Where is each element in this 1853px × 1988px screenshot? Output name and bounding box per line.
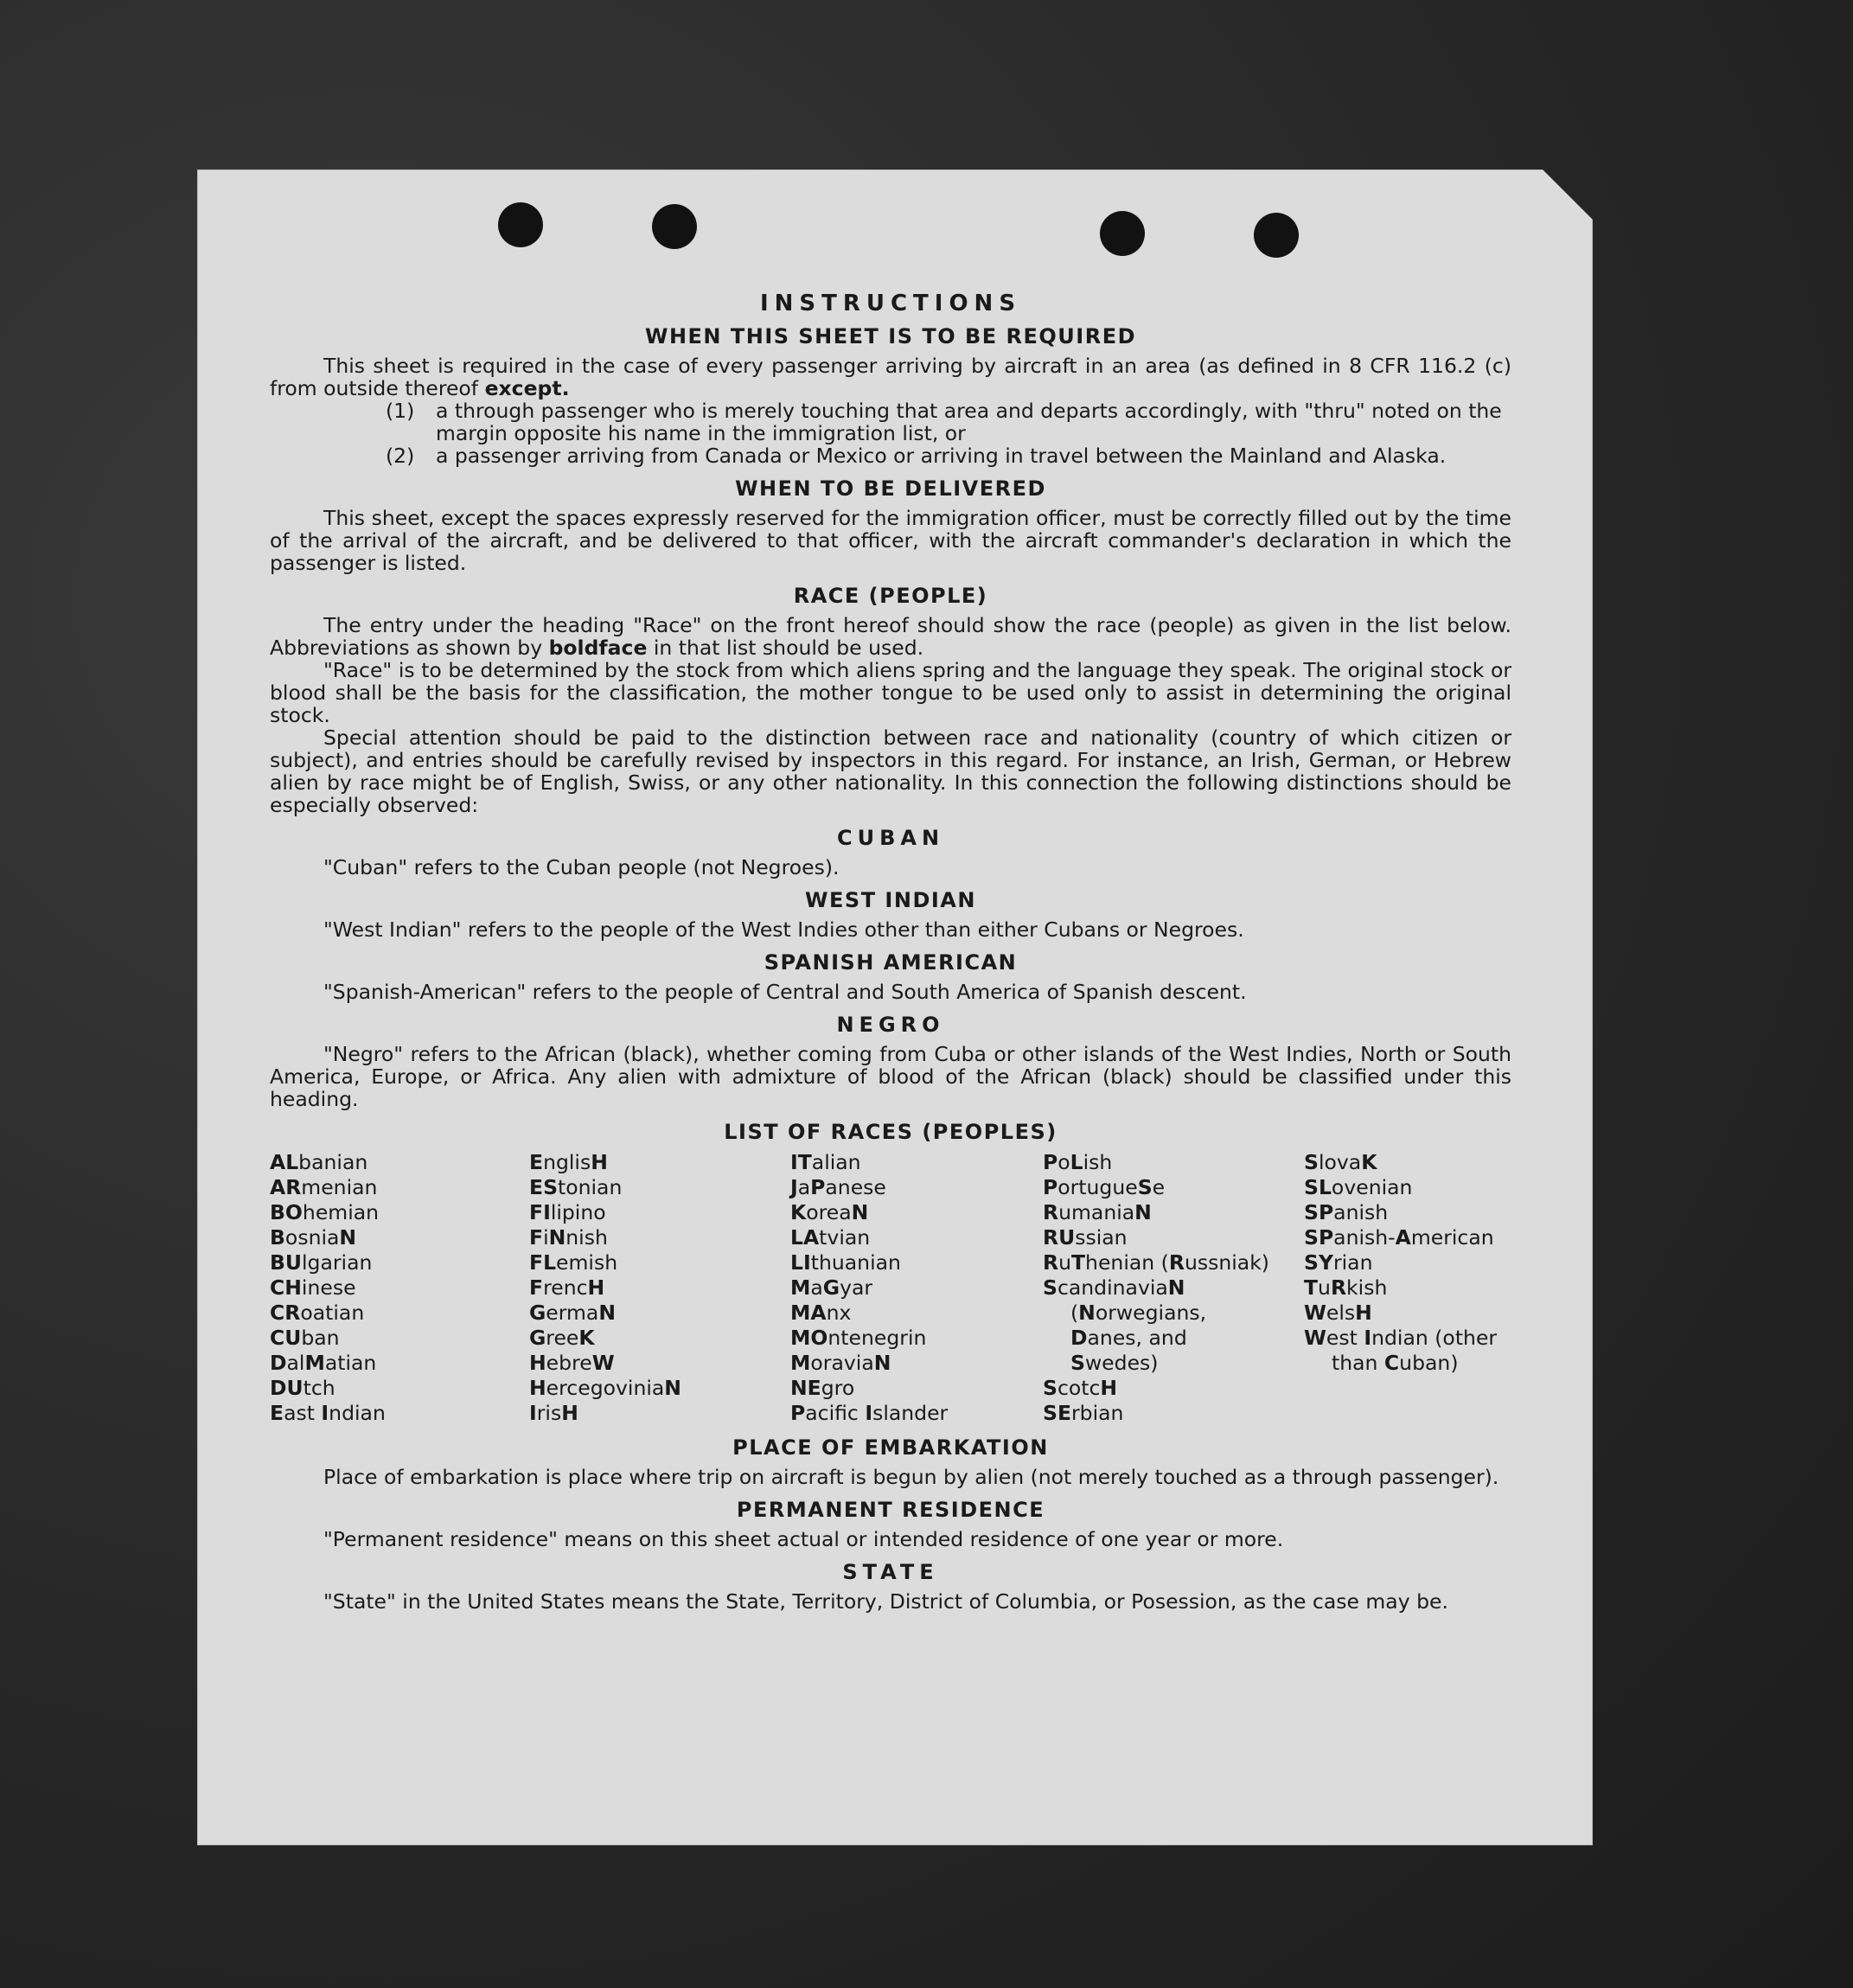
race-entry: Pacifc Islander [790, 1401, 949, 1425]
west-indian-text: "West Indian" refers to the people of the West Indies other than either Cubans or Negroes. [323, 917, 1244, 942]
race-entry: FIlipino [529, 1200, 606, 1224]
race-entry: DUtch [270, 1376, 335, 1400]
race-entry: DalMatian [270, 1351, 377, 1375]
exception-item: (1) a through passenger who is merely touching that area and departs accordingly, with "thru" noted on the margin opposite his name in the immigration list, or [386, 399, 1502, 445]
delivered-text: This sheet, except the spaces expressly reserved for the immigration officer, must be correctly filled out by the time of the arrival of the aircraft, and be delivered to that officer, with the aircraft commander's declaration in which the passenger is listed. [270, 506, 1511, 575]
race-entry: NEgro [790, 1376, 855, 1400]
race-entry: SLovenian [1304, 1175, 1413, 1199]
race-entry: HercegoviniaN [529, 1376, 681, 1400]
race-entry: MaGyar [790, 1275, 873, 1300]
punch-hole [498, 202, 543, 247]
race-entry: TuRkish [1304, 1275, 1388, 1300]
race-entry: ALbanian [270, 1150, 368, 1174]
race-entry: SPanish-American [1304, 1225, 1494, 1250]
exception-list [270, 400, 1511, 467]
race-paragraph-1: The entry under the heading "Race" on the front hereof should show the race (people) as given in the list below. Abbreviations as shown by boldface in that list should be used. [270, 613, 1511, 660]
race-entry: CRoatian [270, 1301, 365, 1325]
race-column [1304, 1150, 1511, 1426]
race-column [1043, 1150, 1304, 1426]
race-entry: MAnx [790, 1301, 852, 1325]
race-column [529, 1150, 790, 1426]
race-entry: ITalian [790, 1150, 861, 1174]
race-paragraph-3: Special attention should be paid to the distinction between race and nationality (country of which citizen or subject), and entries should be carefully revised by inspectors in this regard. For instance, an Irish, German, or Hebrew alien by race might be of English, Swiss, or any other nationality. In this connection the following distinctions should be especially observed: [270, 726, 1511, 817]
heading-west-indian: WEST INDIAN [805, 888, 976, 912]
embarkation-text: Place of embarkation is place where trip on aircraft is begun by alien (not merely touched as a through passenger). [323, 1465, 1499, 1489]
race-entry: GreeK [529, 1326, 595, 1350]
race-entry: BOhemian [270, 1200, 380, 1224]
race-entry: SErbian [1043, 1401, 1124, 1425]
heading-delivered: WHEN TO BE DELIVERED [735, 476, 1046, 501]
punch-hole [652, 204, 697, 249]
race-entry: GermaN [529, 1301, 616, 1325]
race-entry: LAtvian [790, 1225, 871, 1250]
heading-list-of-races: LIST OF RACES (PEOPLES) [724, 1120, 1057, 1144]
race-entry: WelsH [1304, 1301, 1372, 1325]
race-entry: SYrian [1304, 1250, 1373, 1275]
heading-negro: NEGRO [836, 1013, 945, 1037]
race-entry: FrencH [529, 1275, 605, 1300]
exception-item: (2) a passenger arriving from Canada or Mexico or arriving in travel between the Mainland and Alaska. [386, 444, 1447, 468]
document-sheet [197, 169, 1593, 1845]
race-entry: SlovaK [1304, 1150, 1377, 1174]
race-entry: FiNnish [529, 1225, 608, 1250]
cuban-text: "Cuban" refers to the Cuban people (not Negroes). [323, 855, 840, 879]
race-entry: CUban [270, 1326, 340, 1350]
heading-cuban: CUBAN [836, 826, 945, 850]
heading-race: RACE (PEOPLE) [793, 584, 988, 608]
race-entry: CHinese [270, 1275, 356, 1300]
race-entry: PoLish [1043, 1150, 1113, 1174]
race-entry: PortugueSe [1043, 1175, 1166, 1199]
race-entry: LIthuanian [790, 1250, 901, 1275]
race-column [790, 1150, 1043, 1426]
race-entry: BUlgarian [270, 1250, 373, 1275]
race-entry: HebreW [529, 1351, 615, 1375]
race-entry: East Indian [270, 1401, 386, 1425]
race-entry: ScotcH [1043, 1376, 1118, 1400]
state-text: "State" in the United States means the State, Territory, District of Columbia, or Posession, as the case may be. [323, 1589, 1448, 1614]
race-entry: EnglisH [529, 1150, 608, 1174]
race-entry: IrisH [529, 1401, 578, 1425]
race-entry: JaPanese [790, 1175, 886, 1199]
race-entry: ScandinaviaN (Norwegians, Danes, and Swedes) [1043, 1275, 1207, 1375]
heading-embarkation: PLACE OF EMBARKATION [732, 1435, 1049, 1460]
race-entry: EStonian [529, 1175, 623, 1199]
page-title: INSTRUCTIONS [759, 291, 1022, 316]
race-entry: ARmenian [270, 1175, 378, 1199]
race-entry: RumaniaN [1043, 1200, 1152, 1224]
punch-hole [1100, 211, 1145, 256]
heading-residence: PERMANENT RESIDENCE [736, 1498, 1045, 1522]
race-entry: SPanish [1304, 1200, 1389, 1224]
race-entry: FLemish [529, 1250, 618, 1275]
race-list [270, 1150, 1511, 1426]
instructions-content [270, 292, 1511, 1613]
punch-hole [1254, 213, 1299, 258]
spanish-american-text: "Spanish-American" refers to the people of Central and South America of Spanish descent. [323, 980, 1247, 1004]
race-column [270, 1150, 529, 1426]
heading-required: WHEN THIS SHEET IS TO BE REQUIRED [644, 324, 1137, 348]
race-entry: RUssian [1043, 1225, 1128, 1250]
race-entry: MoraviaN [790, 1351, 891, 1375]
race-entry: KoreaN [790, 1200, 869, 1224]
heading-spanish-american: SPANISH AMERICAN [764, 950, 1018, 975]
folded-corner [1541, 168, 1594, 221]
race-paragraph-2: "Race" is to be determined by the stock from which aliens spring and the language they speak. The original stock or blood shall be the basis for the classification, the mother tongue to be used only to assist in determining the original stock. [270, 658, 1511, 727]
race-entry: BosniaN [270, 1225, 357, 1250]
race-entry: RuThenian (Russniak) [1043, 1250, 1269, 1275]
residence-text: "Permanent residence" means on this sheet actual or intended residence of one year or more. [323, 1527, 1284, 1551]
required-intro: This sheet is required in the case of every passenger arriving by aircraft in an area (as defined in 8 CFR 116.2 (c) from outside thereof except. [270, 354, 1511, 400]
race-entry: West Indian (other than Cuban) [1304, 1326, 1498, 1375]
negro-text: "Negro" refers to the African (black), whether coming from Cuba or other islands of the West Indies, North or South America, Europe, or Africa. Any alien with admixture of blood of the African (black) should be classified under this heading. [270, 1042, 1511, 1111]
race-entry: MOntenegrin [790, 1326, 927, 1350]
heading-state: STATE [842, 1560, 939, 1584]
